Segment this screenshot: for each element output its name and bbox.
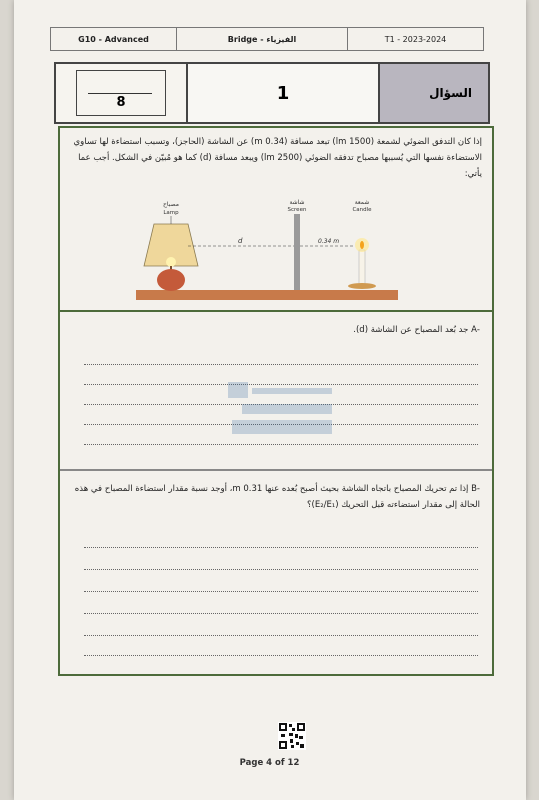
answer-line[interactable] (84, 569, 478, 570)
candle-label-en: Candle (352, 207, 372, 213)
page-number: Page 4 of 12 (239, 758, 300, 768)
question-label: السؤال (380, 64, 488, 122)
answer-line[interactable] (84, 547, 478, 548)
exam-page (14, 0, 526, 800)
part-b-section (60, 471, 492, 671)
watermark-logo (222, 378, 342, 448)
part-a-question (72, 322, 480, 338)
candle-flame (360, 241, 364, 249)
distance-034-label: 0.34 m (318, 238, 340, 245)
term-cell: T1 - 2023-2024 (384, 34, 447, 44)
screen-label-en: Screen (287, 207, 307, 213)
part-a-label: -A (471, 325, 480, 335)
candle-body (359, 250, 365, 284)
question-number: 1 (188, 64, 380, 122)
answer-line[interactable] (84, 655, 478, 656)
score-box (56, 64, 188, 122)
part-b-label: -B (471, 484, 480, 494)
screen-panel (294, 214, 300, 290)
part-b-question (72, 481, 480, 513)
lamp-label-en: Lamp (163, 210, 179, 216)
qr-code-icon (278, 722, 306, 750)
subject-cell: Bridge - الفيزياء (177, 28, 348, 50)
lamp-screen-candle-figure (126, 194, 426, 306)
distance-d-label: d (238, 237, 243, 245)
answer-line[interactable] (84, 635, 478, 636)
table-base (136, 290, 398, 300)
candle-label-ar: شمعة (354, 199, 370, 206)
lamp-body (157, 269, 185, 291)
answer-line[interactable] (84, 591, 478, 592)
intro-section (60, 128, 492, 312)
grade-cell: G10 - Advanced (51, 28, 177, 50)
lamp-label-ar: مصباح (163, 201, 179, 208)
lamp-bulb (166, 257, 176, 267)
part-b-text: إذا تم تحريك المصباح باتجاه الشاشة بحيث أصبح بُعده عنها 0.31 m، أوجد نسبة مقدار استضاءة المصباح في هذه الحالة إلى مقدار استضاءته قبل التحريك (E₂/E₁)؟ (74, 484, 480, 510)
score-divider (88, 93, 152, 94)
question-row (54, 62, 490, 124)
page-header (50, 27, 484, 51)
answer-line[interactable] (84, 613, 478, 614)
score-value: 8 (116, 95, 126, 110)
intro-text: إذا كان التدفق الضوئي لشمعة (1500 lm) تبعد مسافة (0.34 m) عن الشاشة (الحاجز)، وتسبب استضاءة لها تساوي الاستضاءة نفسها التي يُسببها مصباح تدفقه الضوئي (2500 lm) ويبعد مسافة (d) كما هو مُبيّن في الشكل. أجب عما يأتي: (73, 137, 482, 179)
screen-label-ar: شاشة (289, 199, 305, 206)
candle-holder (348, 283, 376, 289)
part-a-text: جد بُعد المصباح عن الشاشة (d). (353, 325, 469, 335)
answer-line[interactable] (84, 364, 478, 365)
